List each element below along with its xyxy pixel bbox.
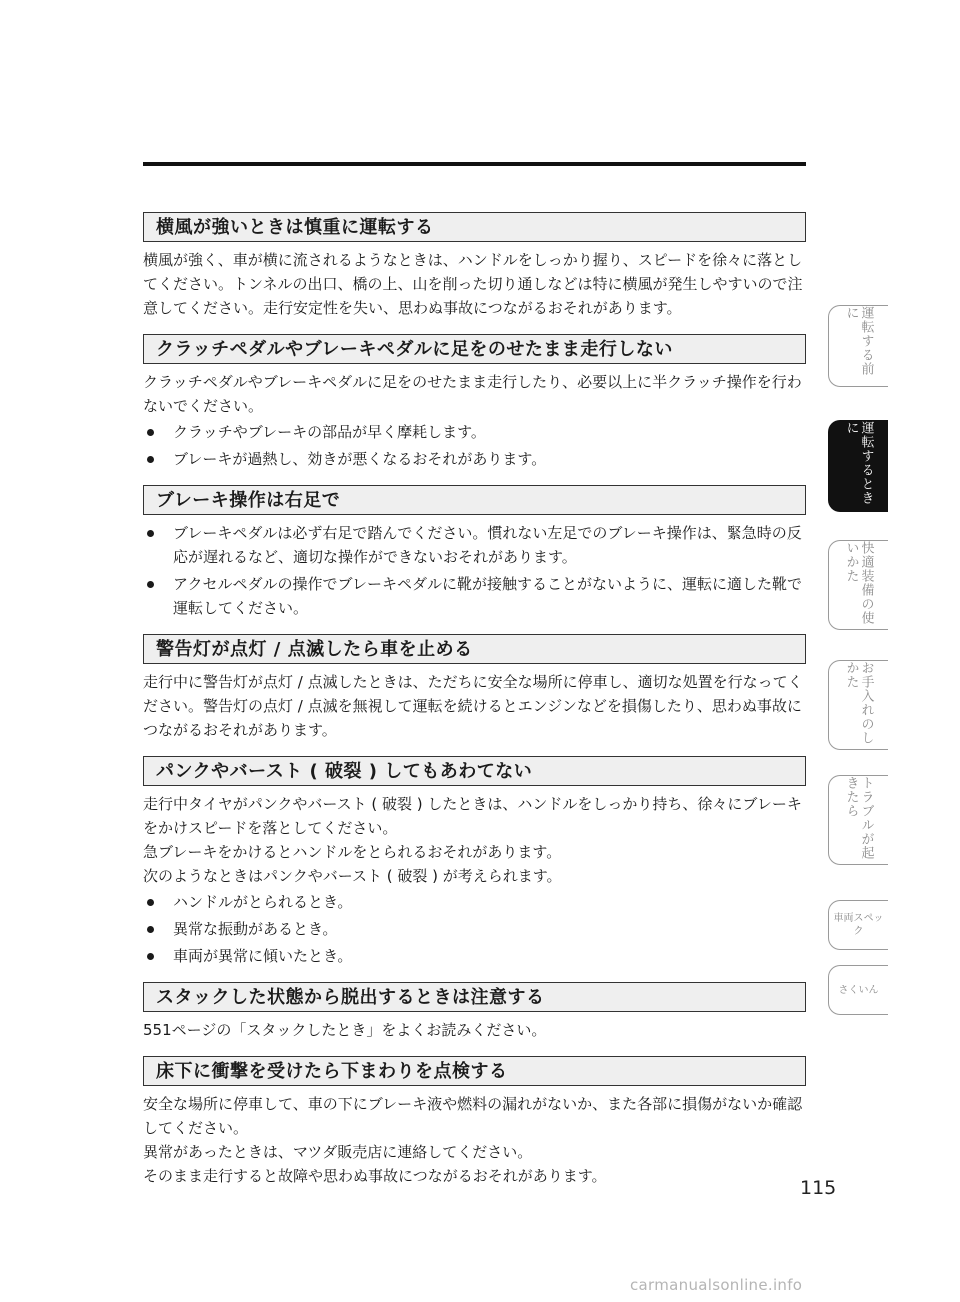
tab-label: トラブルが起きたら xyxy=(843,776,874,860)
tab-label: 運転するときに xyxy=(843,421,874,505)
body-paragraph: そのまま走行すると故障や思わぬ事故につながるおそれがあります。 xyxy=(143,1167,607,1185)
bullet-item: クラッチやブレーキの部品が早く摩耗します。 xyxy=(143,420,806,444)
tab-troubleshooting[interactable] xyxy=(828,775,888,865)
section-pedal-resting xyxy=(143,334,806,471)
tab-label: さくいん xyxy=(838,984,879,996)
bullet-list xyxy=(143,890,806,968)
page-content xyxy=(143,212,806,1202)
section-underbody-impact xyxy=(143,1056,806,1188)
page-number: 115 xyxy=(800,1177,837,1199)
body-paragraph: 走行中タイヤがパンクやバースト ( 破裂 ) したときは、ハンドルをしっかり持ち、徐々にブレーキをかけスピードを落としてください。 xyxy=(143,795,802,837)
top-rule xyxy=(143,162,806,166)
tab-label: 運転する前に xyxy=(843,306,874,376)
section-heading: スタックした状態から脱出するときは注意する xyxy=(143,982,806,1012)
bullet-item: ハンドルがとられるとき。 xyxy=(143,890,806,914)
tab-label: 車両スペック xyxy=(833,913,884,937)
body-paragraph: 走行中に警告灯が点灯 / 点滅したときは、ただちに安全な場所に停車し、適切な処置を行なってください。警告灯の点灯 / 点滅を無視して運転を続けるとエンジンなどを損傷したり、思わぬ事故につながるおそれがあります。 xyxy=(143,673,803,739)
section-heading: ブレーキ操作は右足で xyxy=(143,485,806,515)
section-warning-light xyxy=(143,634,806,742)
section-heading: クラッチペダルやブレーキペダルに足をのせたまま走行しない xyxy=(143,334,806,364)
bullet-list xyxy=(143,521,806,620)
section-heading: 横風が強いときは慎重に運転する xyxy=(143,212,806,242)
section-heading: 床下に衝撃を受けたら下まわりを点検する xyxy=(143,1056,806,1086)
body-paragraph: 急ブレーキをかけるとハンドルをとられるおそれがあります。 xyxy=(143,843,562,861)
bullet-item: ブレーキが過熱し、効きが悪くなるおそれがあります。 xyxy=(143,447,806,471)
tab-maintenance[interactable] xyxy=(828,660,888,750)
bullet-item: 車両が異常に傾いたとき。 xyxy=(143,944,806,968)
tab-label: お手入れのしかた xyxy=(843,661,874,745)
section-brake-right-foot xyxy=(143,485,806,620)
bullet-list xyxy=(143,420,806,471)
tab-before-driving[interactable] xyxy=(828,305,888,387)
tab-comfort-features[interactable] xyxy=(828,540,888,630)
section-crosswind xyxy=(143,212,806,320)
section-heading: パンクやバースト ( 破裂 ) してもあわてない xyxy=(143,756,806,786)
watermark: carmanualsonline.info xyxy=(630,1276,803,1294)
body-paragraph: 横風が強く、車が横に流されるようなときは、ハンドルをしっかり握り、スピードを徐々に落としてください。トンネルの出口、橋の上、山を削った切り通しなどは特に横風が発生しやすいので注意してください。走行安定性を失い、思わぬ事故につながるおそれがあります。 xyxy=(143,251,803,317)
tab-label: 快適装備の使いかた xyxy=(843,541,874,625)
bullet-item: アクセルペダルの操作でブレーキペダルに靴が接触することがないように、運転に適した靴で運転してください。 xyxy=(143,572,806,620)
body-paragraph: クラッチペダルやブレーキペダルに足をのせたまま走行したり、必要以上に半クラッチ操作を行わないでください。 xyxy=(143,373,802,415)
body-paragraph: 安全な場所に停車して、車の下にブレーキ液や燃料の漏れがないか、また各部に損傷がないか確認してください。 xyxy=(143,1095,803,1137)
bullet-item: 異常な振動があるとき。 xyxy=(143,917,806,941)
tab-index[interactable] xyxy=(828,965,888,1015)
section-tire-burst xyxy=(143,756,806,968)
section-heading: 警告灯が点灯 / 点滅したら車を止める xyxy=(143,634,806,664)
body-paragraph: 551ページの「スタックしたとき」をよくお読みください。 xyxy=(143,1021,547,1039)
tab-while-driving[interactable] xyxy=(828,420,888,512)
bullet-item: ブレーキペダルは必ず右足で踏んでください。慣れない左足でのブレーキ操作は、緊急時の反応が遅れるなど、適切な操作ができないおそれがあります。 xyxy=(143,521,806,569)
section-stuck xyxy=(143,982,806,1042)
body-paragraph: 次のようなときはパンクやバースト ( 破裂 ) が考えられます。 xyxy=(143,867,562,885)
body-paragraph: 異常があったときは、マツダ販売店に連絡してください。 xyxy=(143,1143,533,1161)
tab-vehicle-specs[interactable] xyxy=(828,900,888,950)
